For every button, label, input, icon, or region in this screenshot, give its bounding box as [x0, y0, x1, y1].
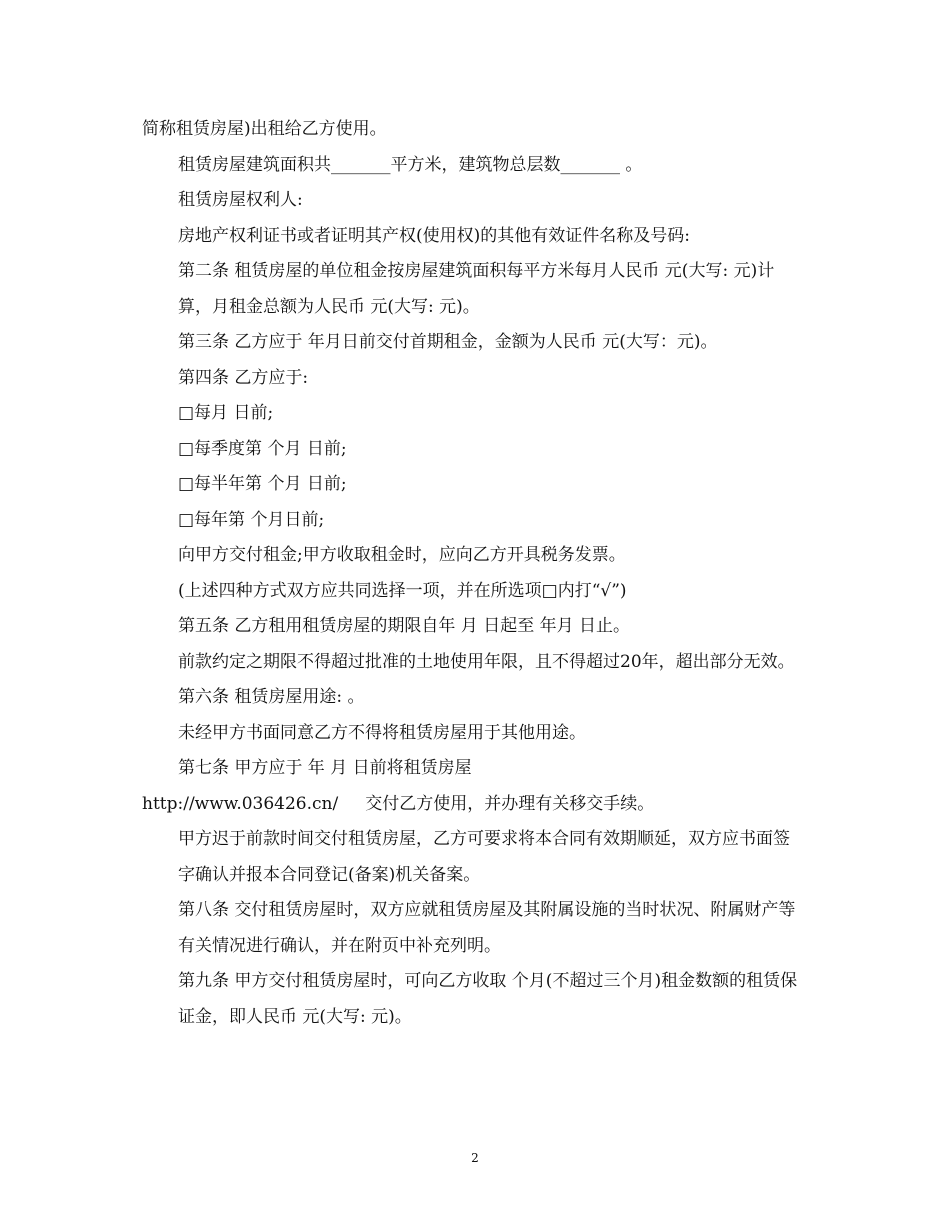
- clause-7: 第七条 甲方应于 年 月 日前将租赁房屋: [178, 758, 472, 778]
- document-body: [142, 112, 806, 1035]
- paragraph: 简称租赁房屋)出租给乙方使用。: [142, 119, 387, 139]
- paragraph-certificate: 房地产权利证书或者证明其产权(使用权)的其他有效证件名称及号码:: [178, 225, 690, 246]
- paragraph-term-limit: 前款约定之期限不得超过批准的土地使用年限，且不得超过20年，超出部分无效。: [178, 651, 795, 672]
- paragraph-payment: 向甲方交付租金;甲方收取租金时，应向乙方开具税务发票。: [178, 545, 626, 565]
- paragraph-url: http://www.036426.cn/ 交付乙方使用，并办理有关移交手续。: [142, 793, 655, 814]
- clause-3: 第三条 乙方应于 年月日前交付首期租金，金额为人民币 元(大写：元)。: [178, 332, 718, 352]
- clause-9: 第九条 甲方交付租赁房屋时，可向乙方收取 个月(不超过三个月)租金数额的租赁保证金，即人民币 元(大写: 元)。: [178, 971, 798, 1027]
- clause-2: 第二条 租赁房屋的单位租金按房屋建筑面积每平方米每月人民币 元(大写: 元)计算，月租金总额为人民币 元(大写: 元)。: [178, 261, 775, 317]
- paragraph-note: (上述四种方式双方应共同选择一项，并在所选项□内打“√”): [178, 580, 627, 601]
- option-yearly: □每年第 个月日前;: [178, 509, 325, 530]
- paragraph-delay: 甲方迟于前款时间交付租赁房屋，乙方可要求将本合同有效期顺延，双方应书面签字确认并报本合同登记(备案)机关备案。: [178, 829, 790, 885]
- option-monthly: □每月 日前;: [178, 403, 274, 423]
- page-number: 2: [471, 1151, 479, 1165]
- paragraph-area-floors: 租赁房屋建筑面积共_______平方米，建筑物总层数_______ 。: [178, 154, 643, 175]
- paragraph-usage: 未经甲方书面同意乙方不得将租赁房屋用于其他用途。: [178, 722, 586, 743]
- clause-5: 第五条 乙方租用租赁房屋的期限自年 月 日起至 年月 日止。: [178, 616, 631, 636]
- option-half-yearly: □每半年第 个月 日前;: [178, 474, 347, 494]
- option-quarterly: □每季度第 个月 日前;: [178, 438, 347, 459]
- clause-4: 第四条 乙方应于:: [178, 367, 309, 388]
- clause-6: 第六条 租赁房屋用途: 。: [178, 687, 365, 707]
- clause-8: 第八条 交付租赁房屋时，双方应就租赁房屋及其附属设施的当时状况、附属财产等有关情况进行确认，并在附页中补充列明。: [178, 900, 796, 956]
- paragraph-owner: 租赁房屋权利人:: [178, 190, 303, 210]
